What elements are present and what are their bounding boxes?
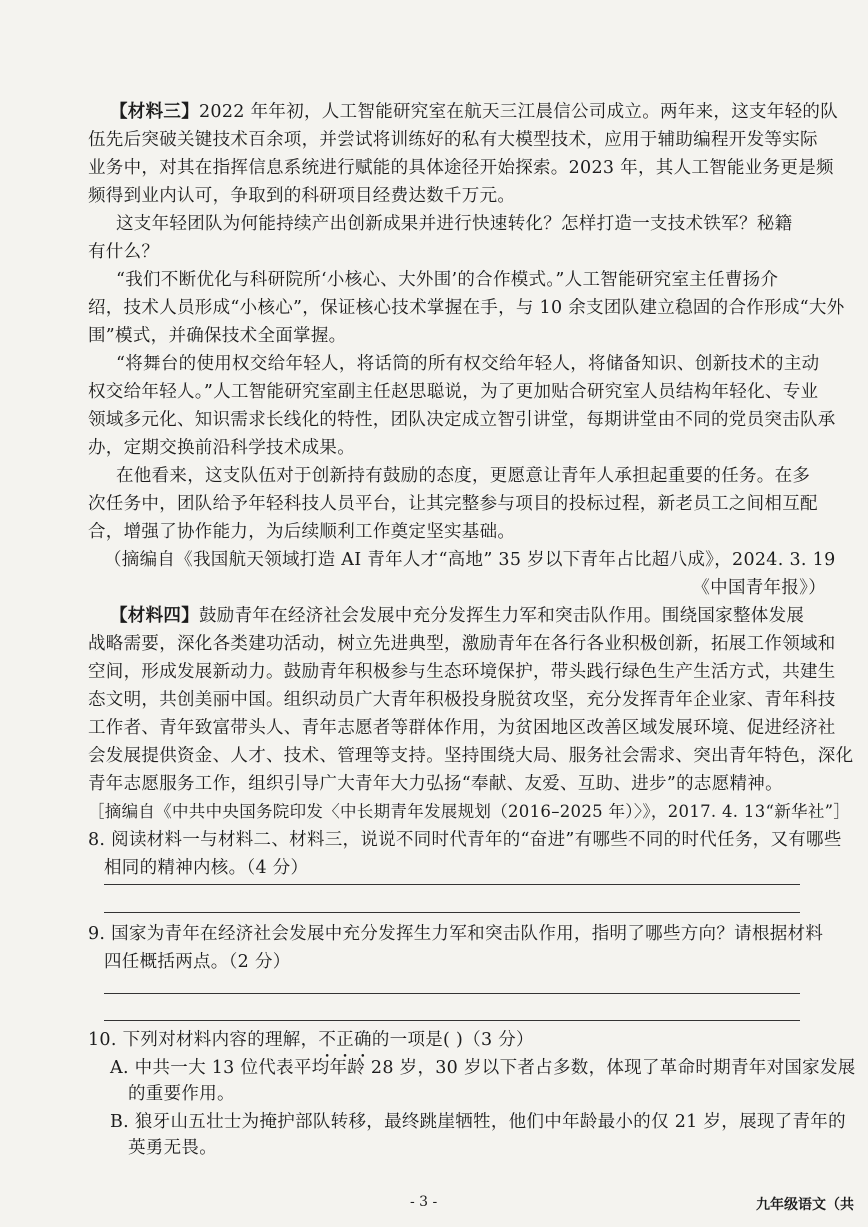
question-10-stem: 10. 下列对材料内容的理解，不正确的一项是( )（3 分） <box>88 1030 534 1050</box>
material3-line-6: 有什么？ <box>88 242 160 262</box>
material3-line-16: 合，增强了协作能力，为后续顺利工作奠定坚实基础。 <box>88 522 516 542</box>
option-a-line-2: 的重要作用。 <box>128 1084 235 1104</box>
material3-source-line-1: （摘编自《我国航天领域打造 AI 青年人才“高地” 35 岁以下青年占比超八成》，2024. 3. 19 <box>104 550 836 570</box>
emphasis-char: 不 <box>318 1030 337 1050</box>
material4-line-4: 态文明，共创美丽中国。组织动员广大青年积极投身脱贫攻坚，充分发挥青年企业家、青年科技 <box>88 690 836 710</box>
material4-line-5: 工作者、青年致富带头人、青年志愿者等群体作用，为贫困地区改善区域发展环境、促进经济社 <box>88 718 836 738</box>
answer-line-q8-1[interactable] <box>104 884 800 885</box>
material4-line-3: 空间，形成发展新动力。鼓励青年积极参与生态环境保护，带头践行绿色生产生活方式，共建生 <box>88 662 836 682</box>
material4-line-2: 战略需要，深化各类建功活动，树立先进典型，激励青年在各行各业积极创新，拓展工作领域和 <box>88 634 836 654</box>
material4-line-7: 青年志愿服务工作，组织引导广大青年大力弘扬“奉献、友爱、互助、进步”的志愿精神。 <box>88 774 783 794</box>
question-9-line-2: 四任概括两点。（2 分） <box>104 952 291 972</box>
material3-source-line-2: 《中国青年报》） <box>692 578 826 598</box>
material3-line-5: 这支年轻团队为何能持续产出创新成果并进行快速转化？怎样打造一支技术铁军？秘籍 <box>116 214 793 234</box>
option-a-line-1: A. 中共一大 13 位代表平均年龄 28 岁，30 岁以下者占多数，体现了革命时期青年对国家发展 <box>110 1058 856 1078</box>
answer-line-q8-2[interactable] <box>104 912 800 913</box>
material3-line-14: 在他看来，这支队伍对于创新持有鼓励的态度，更愿意让青年人承担起重要的任务。在多 <box>116 466 811 486</box>
material3-line-4: 频得到业内认可，争取到的科研项目经费达数千万元。 <box>88 186 516 206</box>
answer-line-q9-1[interactable] <box>104 993 800 994</box>
footer-subject: 九年级语文（共 <box>756 1197 854 1213</box>
material4-line-6: 会发展提供资金、人才、技术、管理等支持。坚持围绕大局、服务社会需求、突出青年特色，深化 <box>88 746 854 766</box>
material3-line-2: 伍先后突破关键技术百余项，并尝试将训练好的私有大模型技术，应用于辅助编程开发等实际 <box>88 130 818 150</box>
material3-line-3: 业务中，对其在指挥信息系统进行赋能的具体途径开始探索。2023 年，其人工智能业务更是频 <box>88 158 834 178</box>
question-9-line-1: 9. 国家为青年在经济社会发展中充分发挥生力军和突击队作用，指明了哪些方向？请根据材料 <box>88 924 824 944</box>
option-b-line-1: B. 狼牙山五壮士为掩护部队转移，最终跳崖牺牲，他们中年龄最小的仅 21 岁，展现了青年的 <box>110 1112 846 1132</box>
question-8-line-1: 8. 阅读材料一与材料二、材料三，说说不同时代青年的“奋进”有哪些不同的时代任务，又有哪些 <box>88 830 842 850</box>
material3-line-11: 权交给年轻人。”人工智能研究室副主任赵思聪说，为了更加贴合研究室人员结构年轻化、专业 <box>88 382 819 402</box>
material4-source: ［摘编自《中共中央国务院印发〈中长期青年发展规划（2016–2025 年）〉》，2017. 4. 13“新华社”］ <box>88 802 851 821</box>
option-b-line-2: 英勇无畏。 <box>128 1138 217 1158</box>
material3-line-7: “我们不断优化与科研院所‘小核心、大外围’的合作模式。”人工智能研究室主任曹扬介 <box>116 270 779 290</box>
material3-line-12: 领域多元化、知识需求长线化的特性，团队决定成立智引讲堂，每期讲堂由不同的党员突击队承 <box>88 410 836 430</box>
emphasis-char: 正 <box>336 1030 355 1050</box>
emphasis-char: 确 <box>354 1030 372 1050</box>
material4-tag: 【材料四】 <box>110 606 199 626</box>
material3-line-1: 【材料三】2022 年年初，人工智能研究室在航天三江晨信公司成立。两年来，这支年轻的队 <box>110 102 838 122</box>
material3-line-13: 办，定期交换前沿科学技术成果。 <box>88 438 355 458</box>
material3-line-8: 绍，技术人员形成“小核心”，保证核心技术掌握在手，与 10 余支团队建立稳固的合作形成“大外 <box>88 298 845 318</box>
material3-tag: 【材料三】 <box>110 102 199 122</box>
question-8-line-2: 相同的精神内核。（4 分） <box>104 858 309 878</box>
material3-line-15: 次任务中，团队给予年轻科技人员平台，让其完整参与项目的投标过程，新老员工之间相互配 <box>88 494 818 514</box>
page-number: - 3 - <box>410 1194 438 1210</box>
material3-line-10: “将舞台的使用权交给年轻人，将话筒的所有权交给年轻人，将储备知识、创新技术的主动 <box>116 354 820 374</box>
material4-line-1: 【材料四】鼓励青年在经济社会发展中充分发挥生力军和突击队作用。围绕国家整体发展 <box>110 606 805 626</box>
answer-line-q9-2[interactable] <box>104 1020 800 1021</box>
material3-line-9: 围”模式，并确保技术全面掌握。 <box>88 326 347 346</box>
